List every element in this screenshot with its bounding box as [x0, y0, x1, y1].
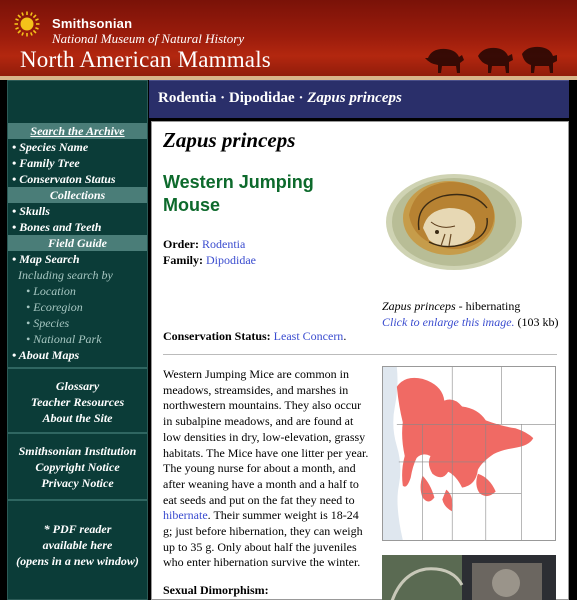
order-line	[163, 237, 245, 252]
photo-caption	[382, 298, 562, 330]
nav-pdf-new-window[interactable]: (opens in a new window)	[16, 554, 139, 568]
nav-search-archive[interactable]: Search the Archive	[8, 123, 147, 139]
institution-section	[8, 443, 147, 491]
breadcrumb-order[interactable]: Rodentia	[158, 90, 217, 106]
nav-species[interactable]: • Species	[26, 316, 70, 330]
nav-bones-and-teeth[interactable]: • Bones and Teeth	[12, 220, 102, 234]
smithsonian-wordmark[interactable]: Smithsonian	[52, 16, 133, 31]
range-map[interactable]	[382, 366, 556, 541]
caption-species: Zapus princeps	[382, 299, 456, 313]
resources-section	[8, 378, 147, 426]
order-label: Order:	[163, 237, 199, 251]
description-text-continued: . Their summer weight is 18-24 g; just before hibernation, they can weigh up to 35 g. Only about half the juveniles who enter hibernation survive the winter.	[163, 508, 363, 570]
family-label: Family:	[163, 253, 203, 267]
breadcrumb-species: Zapus princeps	[307, 90, 402, 106]
conservation-label: Conservation Status:	[163, 329, 271, 343]
family-line	[163, 253, 256, 268]
species-description	[163, 367, 371, 571]
breadcrumb-family[interactable]: Dipodidae	[228, 90, 295, 106]
species-title: Zapus princeps	[163, 128, 296, 152]
conservation-status-link[interactable]: Least Concern	[273, 329, 344, 343]
nav-collections-heading: Collections	[8, 187, 147, 203]
family-link[interactable]: Dipodidae	[206, 253, 256, 267]
nav-location[interactable]: • Location	[26, 284, 76, 298]
muskox-herd-silhouette-icon	[420, 36, 570, 76]
nav-family-tree[interactable]: • Family Tree	[12, 156, 80, 170]
nav-about-the-site[interactable]: About the Site	[42, 411, 113, 425]
nav-about-maps[interactable]: • About Maps	[12, 348, 80, 362]
site-title[interactable]: North American Mammals	[20, 47, 271, 72]
nav-divider	[8, 432, 147, 434]
conservation-period: .	[343, 329, 347, 343]
nav-pdf-reader[interactable]: * PDF reader	[43, 522, 112, 536]
nav-ecoregion[interactable]: • Ecoregion	[26, 300, 83, 314]
habitat-photo[interactable]	[382, 555, 556, 600]
hibernate-link[interactable]: hibernate	[163, 508, 208, 523]
content-divider	[163, 354, 557, 355]
nav-divider	[8, 499, 147, 501]
breadcrumb-separator: ·	[294, 90, 308, 106]
archive-section	[8, 123, 147, 363]
pdf-reader-section	[8, 521, 147, 569]
sexual-dimorphism-heading: Sexual Dimorphism:	[163, 583, 269, 597]
hibernating-mouse-photo[interactable]	[379, 170, 529, 270]
nav-national-park[interactable]: • National Park	[26, 332, 102, 346]
order-link[interactable]: Rodentia	[201, 237, 246, 251]
nav-glossary[interactable]: Glossary	[55, 379, 100, 393]
common-name: Western Jumping Mouse	[163, 172, 314, 215]
nav-pdf-available[interactable]: available here	[42, 538, 113, 552]
nav-skulls[interactable]: • Skulls	[12, 204, 50, 218]
nav-species-name[interactable]: • Species Name	[12, 140, 89, 154]
nav-divider	[8, 367, 147, 369]
nav-smithsonian-institution[interactable]: Smithsonian Institution	[18, 444, 137, 458]
nav-privacy-notice[interactable]: Privacy Notice	[41, 476, 114, 490]
species-content-panel	[151, 121, 569, 600]
taxonomy-breadcrumb-bar	[149, 80, 569, 118]
museum-name[interactable]: National Museum of Natural History	[52, 31, 245, 46]
nav-map-search[interactable]: • Map Search	[12, 252, 80, 266]
nav-teacher-resources[interactable]: Teacher Resources	[30, 395, 125, 409]
enlarge-image-link[interactable]: Click to enlarge this image.	[382, 315, 515, 329]
image-size: (103 kb)	[514, 315, 559, 329]
caption-text: - hibernating	[455, 299, 521, 313]
conservation-status-line	[163, 329, 346, 344]
nav-copyright-notice[interactable]: Copyright Notice	[35, 460, 120, 474]
breadcrumb	[158, 90, 402, 107]
nav-field-guide-heading: Field Guide	[8, 235, 147, 251]
breadcrumb-separator: ·	[216, 90, 229, 106]
site-banner	[0, 0, 577, 80]
nav-including-search-by: Including search by	[18, 268, 113, 282]
nav-conservation-status[interactable]: • Conservaton Status	[12, 172, 116, 186]
smithsonian-sun-logo-icon[interactable]	[14, 11, 40, 37]
description-text: Western Jumping Mice are common in meadows, streamsides, and marshes in northwestern mountains. They also occur in subalpine meadows, and are found at low densities in dry, low-elevation, grassy habitats. The Mice have one litter per year. The young nurse for about a month, and after weaning have a month and a half to eat seeds and put on the fat they need to	[163, 367, 369, 507]
left-navigation	[7, 80, 148, 600]
